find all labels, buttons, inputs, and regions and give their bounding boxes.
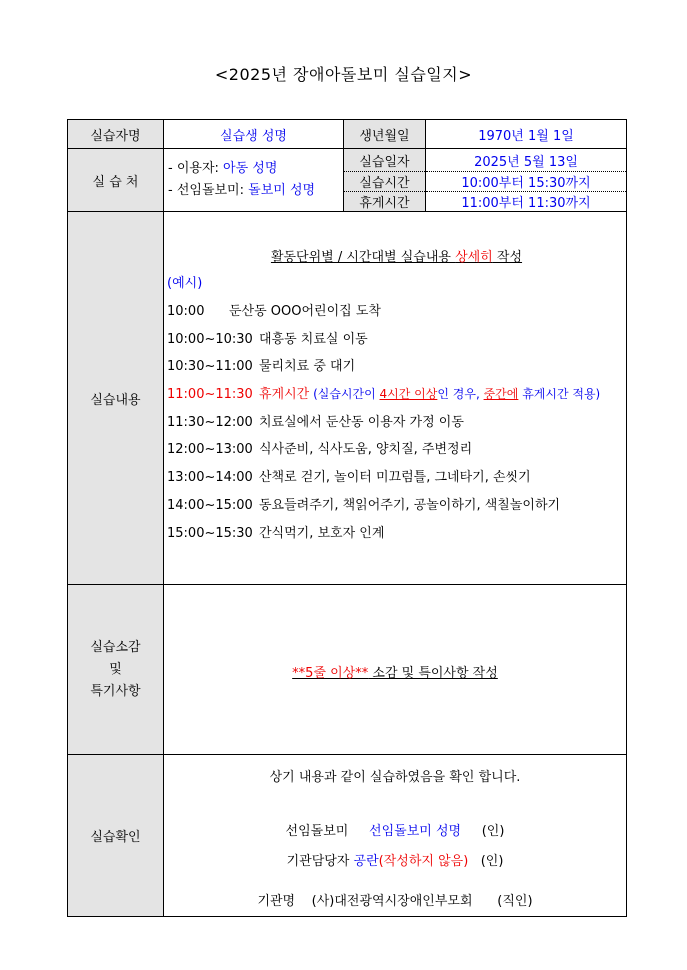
entry-6: 13:00~14:00 산책로 걷기, 놀이터 미끄럼틀, 그네타기, 손씻기	[167, 470, 531, 486]
site-senior-value: 돌보미 성명	[248, 183, 316, 198]
site-list	[164, 149, 344, 212]
impression-label: 실습소감 및 특기사항	[68, 585, 164, 755]
impression-area: **5줄 이상** 소감 및 특이사항 작성	[164, 585, 627, 755]
name-value: 실습생 성명	[164, 120, 344, 149]
site-user-value: 아동 성명	[223, 161, 278, 176]
name-label: 실습자명	[68, 120, 164, 149]
example-label: (예시)	[167, 276, 203, 291]
confirm-area	[164, 755, 627, 917]
rest-value: 11:00부터 11:30까지	[426, 192, 627, 212]
confirm-statement: 상기 내용과 같이 실습하였음을 확인 합니다.	[269, 770, 521, 785]
confirm-org-line: 기관명 (사)대전광역시장애인부모회 (직인)	[257, 894, 533, 909]
date-value: 2025년 5월 13일	[426, 149, 627, 172]
content-heading: 활동단위별 / 시간대별 실습내용 상세히 작성	[270, 250, 523, 265]
site-user-line: - 이용자: 아동 성명	[168, 161, 278, 176]
rest-label: 휴게시간	[344, 192, 426, 212]
page-title: <2025년 장애아돌보미 실습일지>	[214, 65, 473, 84]
entry-4: 11:30~12:00 치료실에서 둔산동 이용자 가정 이동	[167, 414, 464, 430]
site-senior-line: - 선임돌보미: 돌보미 성명	[168, 183, 316, 198]
content-area	[164, 212, 627, 585]
practice-log-table	[67, 119, 627, 917]
confirm-manager-line: 기관담당자 공란(작성하지 않음) (인)	[286, 854, 504, 869]
entry-8: 15:00~15:30 간식먹기, 보호자 인계	[167, 525, 385, 541]
entry-2: 10:30~11:00 물리치료 중 대기	[167, 359, 356, 375]
content-label: 실습내용	[68, 212, 164, 585]
entry-0: 10:00 둔산동 OOO어린이집 도착	[167, 304, 381, 319]
birth-value: 1970년 1월 1일	[426, 120, 627, 149]
birth-label: 생년월일	[344, 120, 426, 149]
impression-requirement: **5줄 이상**	[292, 666, 369, 681]
entry-1: 10:00~10:30 대흥동 치료실 이동	[167, 331, 368, 347]
entry-7: 14:00~15:00 동요들려주기, 책읽어주기, 공놀이하기, 색칠놀이하기	[167, 497, 561, 513]
site-label: 실 습 처	[68, 149, 164, 212]
time-value: 10:00부터 15:30까지	[426, 172, 627, 192]
entry-3-rest: 11:00~11:30 휴게시간 (실습시간이 4시간 이상인 경우, 중간에 휴게시간 적용)	[167, 387, 601, 403]
entry-5: 12:00~13:00 식사준비, 식사도움, 양치질, 주변정리	[167, 442, 473, 458]
confirm-senior-line: 선임돌보미 선임돌보미 성명 (인)	[285, 824, 505, 839]
confirm-label: 실습확인	[68, 755, 164, 917]
date-label: 실습일자	[344, 149, 426, 172]
time-label: 실습시간	[344, 172, 426, 192]
